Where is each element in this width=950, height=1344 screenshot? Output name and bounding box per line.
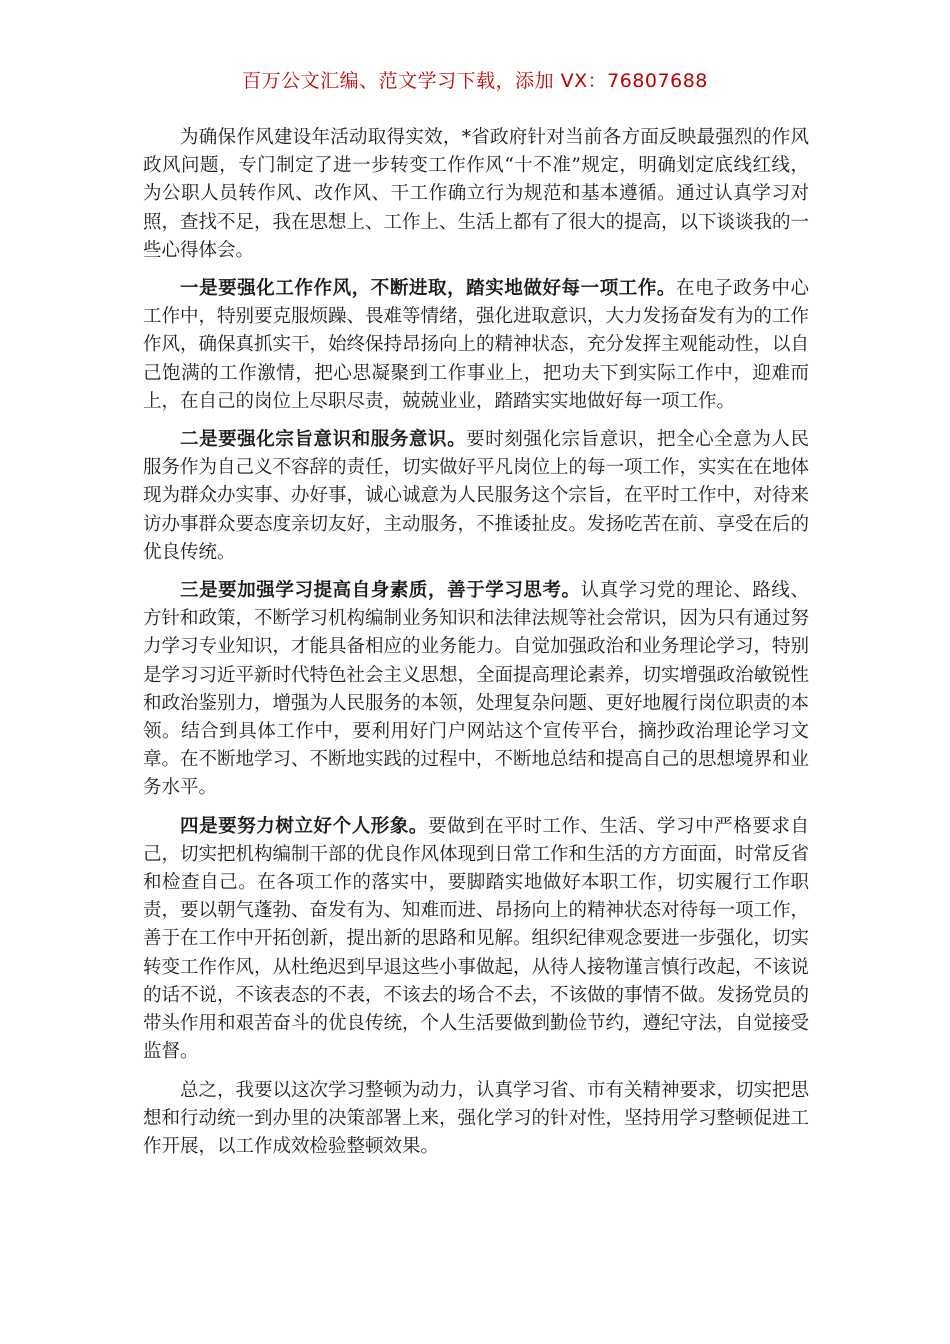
paragraph-point-4: [143, 813, 809, 1067]
paragraph-lead: 三是要加强学习提高自身素质，善于学习思考。: [180, 580, 581, 602]
paragraph-text: 认真学习党的理论、路线、方针和政策，不断学习机构编制业务知识和法律法规等社会常识，因为只有通过努力学习专业知识，才能具备相应的业务能力。自觉加强政治和业务理论学习，特别是学习习近平新时代特色社会主义思想，全面提高理论素养，切实增强政治敏锐性和政治鉴别力，增强为人民服务的本领，处理复杂问题、更好地履行岗位职责的本领。结合到具体工作中，要利用好门户网站这个宣传平台，摘抄政治理论学习文章。在不断地学习、不断地实践的过程中，不断地总结和提高自己的思想境界和业务水平。: [143, 580, 810, 799]
paragraph-lead: 二是要强化宗旨意识和服务意识。: [180, 429, 467, 451]
paragraph-intro: [143, 124, 809, 265]
document-body: [143, 124, 809, 1171]
paragraph-conclusion: [143, 1077, 809, 1162]
paragraph-text: 在电子政务中心工作中，特别要克服烦躁、畏难等情绪，强化进取意识，大力发扬奋发有为的工作作风，确保真抓实干，始终保持昂扬向上的精神状态，充分发挥主观能动性，以自己饱满的工作激情，把心思凝聚到工作事业上，把功夫下到实际工作中，迎难而上，在自己的岗位上尽职尽责，兢兢业业，踏踏实实地做好每一项工作。: [143, 278, 810, 412]
paragraph-point-3: [143, 577, 809, 803]
paragraph-lead: 一是要强化工作作风，不断进取，踏实地做好每一项工作。: [180, 278, 677, 300]
watermark-header: 百万公文汇编、范文学习下载，添加 VX：76807688: [242, 70, 708, 92]
paragraph-point-1: [143, 275, 809, 416]
paragraph-point-2: [143, 426, 809, 567]
paragraph-text: 总之，我要以这次学习整顿为动力，认真学习省、市有关精神要求，切实把思想和行动统一到办里的决策部署上来，强化学习的针对性，坚持用学习整顿促进工作开展，以工作成效检验整顿效果。: [143, 1079, 810, 1157]
paragraph-text: 为确保作风建设年活动取得实效，*省政府针对当前各方面反映最强烈的作风政风问题，专门制定了进一步转变工作作风“十不准”规定，明确划定底线红线，为公职人员转作风、改作风、干工作确立行为规范和基本遵循。通过认真学习对照，查找不足，我在思想上、工作上、生活上都有了很大的提高，以下谈谈我的一些心得体会。: [143, 127, 810, 261]
paragraph-text: 要做到在平时工作、生活、学习中严格要求自己，切实把机构编制干部的优良作风体现到日常工作和生活的方方面面，时常反省和检查自己。在各项工作的落实中，要脚踏实地做好本职工作，切实履行工作职责，要以朝气蓬勃、奋发有为、知难而进、昂扬向上的精神状态对待每一项工作，善于在工作中开拓创新，提出新的思路和见解。组织纪律观念要进一步强化，切实转变工作作风，从杜绝迟到早退这些小事做起，从待人接物谨言慎行改起，不该说的话不说，不该表态的不表，不该去的场合不去，不该做的事情不做。发扬党员的带头作用和艰苦奋斗的优良传统，个人生活要做到勤俭节约，遵纪守法，自觉接受监督。: [143, 815, 810, 1063]
paragraph-text: 要时刻强化宗旨意识，把全心全意为人民服务作为自己义不容辞的责任，切实做好平凡岗位上的每一项工作，实实在在地体现为群众办实事、办好事，诚心诚意为人民服务这个宗旨，在平时工作中，对待来访办事群众要态度亲切友好，主动服务，不推诿扯皮。发扬吃苦在前、享受在后的优良传统。: [143, 429, 810, 563]
paragraph-lead: 四是要努力树立好个人形象。: [180, 815, 429, 837]
